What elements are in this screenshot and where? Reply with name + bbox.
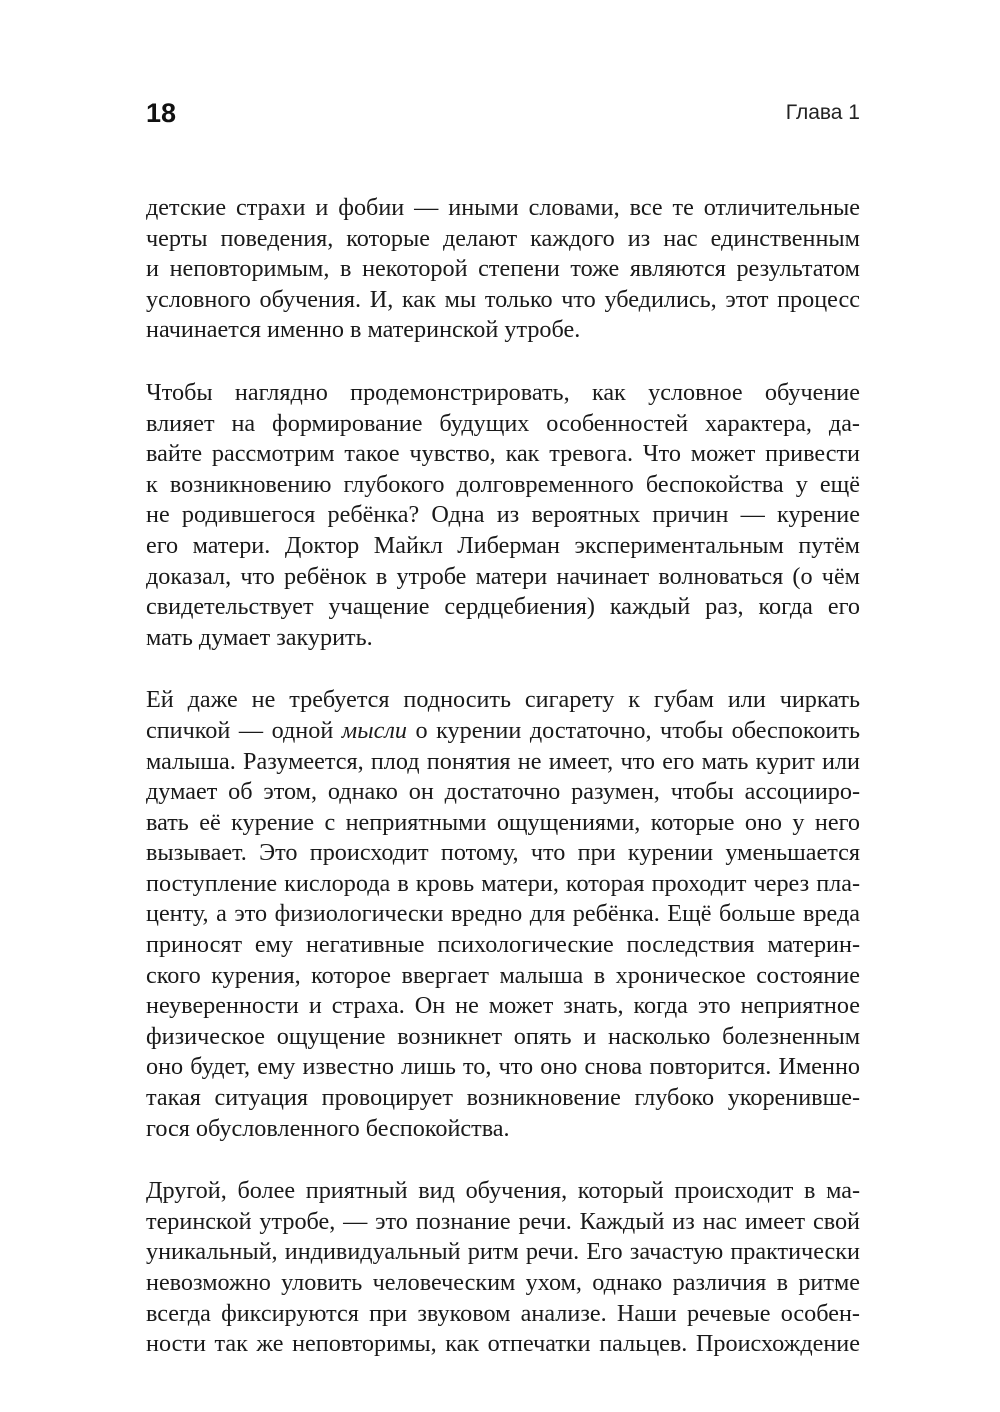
text-run: спичкой — одной [146, 716, 342, 744]
paragraph-gap [146, 653, 860, 685]
text-line: всегда фиксируются при звуковом анализе. Наши речевые особен- [146, 1299, 860, 1327]
text-line: вать её курение с неприятными ощущениями, которые оно у него [146, 808, 860, 836]
text-line: Чтобы наглядно продемонстрировать, как условное обучение [146, 378, 860, 406]
text-line: вызывает. Это происходит потому, что при курении уменьшается [146, 839, 860, 867]
text-line: невозможно уловить человеческим ухом, однако различия в ритме [146, 1269, 860, 1296]
text-line: и неповторимым, в некоторой степени тоже являются результатом [146, 255, 860, 283]
text-line: условного обучения. И, как мы только что убедились, этот процесс [146, 285, 860, 313]
italic-emphasis: мысли [341, 716, 407, 744]
text-line: черты поведения, которые делают каждого из нас единственным [146, 224, 860, 252]
text-line: ского курения, которое ввергает малыша в хроническое состояние [146, 961, 860, 989]
text-line: мать думает закурить. [146, 623, 373, 651]
text-line: к возникновению глубокого долговременного беспокойства у ещё [146, 470, 860, 498]
text-line: малыша. Разумеется, плод понятия не имеет, что его мать курит или [146, 747, 860, 775]
text-line: влияет на формирование будущих особенностей характера, да- [146, 409, 860, 437]
text-line: оно будет, ему известно лишь то, что оно снова повторится. Именно [146, 1053, 860, 1081]
running-head-chapter: Глава 1 [785, 101, 860, 124]
text-line: неуверенности и страха. Он не может знать, когда это неприятное [146, 992, 860, 1020]
text-line: начинается именно в материнской утробе. [146, 316, 581, 344]
body-text [146, 193, 860, 1360]
paragraph [146, 378, 860, 653]
text-line: думает об этом, однако он достаточно разумен, чтобы ассоцииро- [146, 778, 860, 806]
text-line: его матери. Доктор Майкл Либерман экспериментальным путём [146, 531, 860, 559]
text-line-with-italic [146, 716, 860, 747]
text-line: такая ситуация провоцирует возникновение глубоко укоренивше- [146, 1084, 860, 1112]
text-line: не родившегося ребёнка? Одна из вероятных причин — курение [146, 501, 860, 529]
paragraph-gap [146, 1144, 860, 1176]
text-line: Ей даже не требуется подносить сигарету к губам или чиркать [146, 686, 860, 714]
text-line: приносят ему негативные психологические последствия материн- [146, 931, 860, 959]
text-line: Другой, более приятный вид обучения, который происходит в ма- [146, 1177, 860, 1205]
text-line: уникальный, индивидуальный ритм речи. Его зачастую практически [146, 1238, 860, 1266]
text-line: вайте рассмотрим такое чувство, как тревога. Что может привести [146, 440, 860, 468]
text-line: физическое ощущение возникнет опять и насколько болезненным [146, 1022, 860, 1050]
text-line: гося обусловленного беспокойства. [146, 1114, 510, 1142]
paragraph [146, 685, 860, 1144]
text-run: о курении достаточно, чтобы обеспокоить [407, 716, 860, 744]
text-line: свидетельствует учащение сердцебиения) каждый раз, когда его [146, 593, 860, 621]
text-line: ности так же неповторимы, как отпечатки пальцев. Происхождение [146, 1330, 860, 1358]
text-line: центу, а это физиологически вредно для ребёнка. Ещё больше вреда [146, 900, 860, 928]
text-line: поступление кислорода в кровь матери, которая проходит через пла- [146, 869, 860, 897]
text-line: доказал, что ребёнок в утробе матери начинает волноваться (о чём [146, 562, 860, 590]
paragraph [146, 193, 860, 346]
paragraph [146, 1176, 860, 1360]
paragraph-gap [146, 346, 860, 378]
text-line: детские страхи и фобии — иными словами, все те отличительные [146, 194, 860, 221]
text-line: теринской утробе, — это познание речи. Каждый из нас имеет свой [146, 1207, 860, 1235]
page-number: 18 [146, 98, 177, 128]
